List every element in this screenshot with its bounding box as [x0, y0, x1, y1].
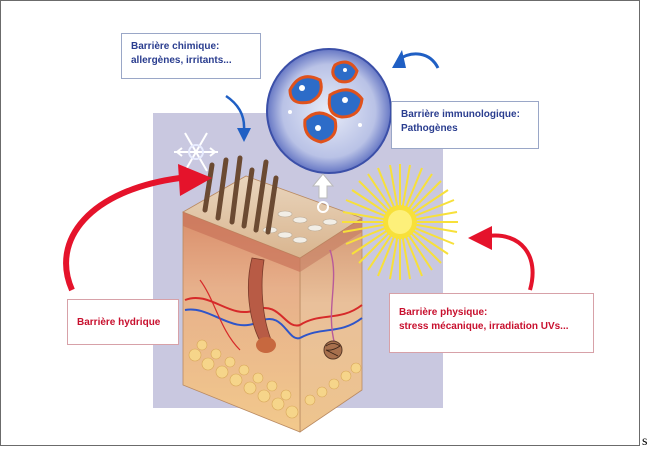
chemical-barrier-title: Barrière chimique: [131, 41, 220, 52]
physical-barrier-detail: stress mécanique, irradiation UVs... [399, 321, 569, 332]
hydric-barrier-label [67, 299, 179, 345]
immunological-barrier-title: Barrière immunologique: [401, 109, 520, 120]
stray-text: s [642, 434, 648, 449]
physical-barrier-title: Barrière physique: [399, 307, 488, 318]
physical-barrier-label [389, 293, 594, 353]
pathogen-magnified-icon [267, 49, 391, 173]
hydric-barrier-title: Barrière hydrique [77, 317, 161, 328]
chemical-barrier-detail: allergènes, irritants... [131, 55, 232, 66]
immunological-barrier-label [391, 101, 539, 149]
blue-arrow-icon [392, 50, 438, 68]
sun-icon [342, 164, 458, 280]
immunological-barrier-detail: Pathogènes [401, 123, 458, 134]
skin-cross-section-illustration [183, 158, 362, 432]
chemical-barrier-label [121, 33, 261, 79]
blue-arrow-icon [226, 96, 251, 142]
red-arrow-icon [468, 226, 533, 290]
